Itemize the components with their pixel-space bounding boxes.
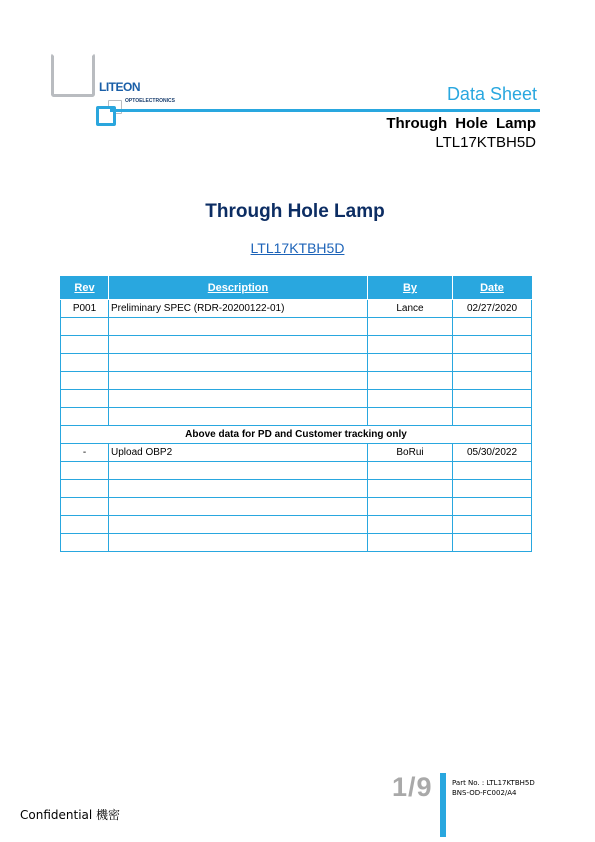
date-cell: [453, 354, 532, 372]
header-product: Through Hole Lamp: [386, 115, 536, 132]
description-cell: [109, 534, 368, 552]
table-row: [61, 498, 532, 516]
description-cell: Preliminary SPEC (RDR-20200122-01): [109, 300, 368, 318]
table-row: [61, 516, 532, 534]
part-number-link[interactable]: LTL17KTBH5D: [250, 240, 345, 256]
table-row: [61, 354, 532, 372]
rev-cell: [61, 390, 109, 408]
table-row: [61, 300, 532, 318]
description-cell: [109, 354, 368, 372]
logo-square-icon: [51, 53, 95, 97]
description-cell: Upload OBP2: [109, 444, 368, 462]
date-cell: [453, 534, 532, 552]
date-cell: 02/27/2020: [453, 300, 532, 318]
description-cell: [109, 480, 368, 498]
footer-info: [452, 778, 535, 798]
by-cell: [368, 480, 453, 498]
page-number: 1/9: [392, 772, 433, 802]
by-cell: [368, 534, 453, 552]
header-description: Description: [109, 277, 368, 300]
table-note-row: [61, 426, 532, 444]
by-cell: [368, 390, 453, 408]
revision-table: [60, 276, 532, 552]
date-cell: [453, 318, 532, 336]
date-cell: 05/30/2022: [453, 444, 532, 462]
date-cell: [453, 372, 532, 390]
confidential-label: Confidential 機密: [20, 808, 121, 822]
rev-cell: -: [61, 444, 109, 462]
date-cell: [453, 390, 532, 408]
header-part-number: LTL17KTBH5D: [435, 134, 536, 151]
by-cell: [368, 462, 453, 480]
by-cell: [368, 408, 453, 426]
description-cell: [109, 462, 368, 480]
rev-cell: [61, 318, 109, 336]
rev-cell: [61, 534, 109, 552]
rev-cell: [61, 516, 109, 534]
by-cell: [368, 516, 453, 534]
logo-text: LITEON: [99, 80, 140, 94]
description-cell: [109, 516, 368, 534]
description-cell: [109, 318, 368, 336]
rev-cell: [61, 498, 109, 516]
page-title: Through Hole Lamp: [205, 201, 385, 222]
description-cell: [109, 408, 368, 426]
rev-cell: [61, 408, 109, 426]
table-row: [61, 408, 532, 426]
rev-cell: [61, 354, 109, 372]
tracking-note: Above data for PD and Customer tracking only: [61, 426, 532, 444]
table-row: [61, 444, 532, 462]
table-row: [61, 390, 532, 408]
table-row: [61, 372, 532, 390]
table-row: [61, 318, 532, 336]
footer-accent-bar: [440, 773, 446, 837]
by-cell: [368, 354, 453, 372]
date-cell: [453, 498, 532, 516]
rev-cell: [61, 462, 109, 480]
table-header-row: [61, 277, 532, 300]
description-cell: [109, 390, 368, 408]
table-row: [61, 480, 532, 498]
date-cell: [453, 336, 532, 354]
date-cell: [453, 408, 532, 426]
table-row: [61, 336, 532, 354]
date-cell: [453, 516, 532, 534]
table-row: [61, 534, 532, 552]
date-cell: [453, 480, 532, 498]
rev-cell: [61, 480, 109, 498]
by-cell: [368, 372, 453, 390]
logo-subtext: OPTOELECTRONICS: [125, 98, 175, 104]
by-cell: [368, 318, 453, 336]
header-rev: Rev: [61, 277, 109, 300]
by-cell: [368, 336, 453, 354]
date-cell: [453, 462, 532, 480]
by-cell: Lance: [368, 300, 453, 318]
rev-cell: [61, 336, 109, 354]
table-row: [61, 462, 532, 480]
header-divider: [110, 109, 540, 112]
description-cell: [109, 336, 368, 354]
doc-type-title: Data Sheet: [446, 84, 537, 104]
footer-form-no: BNS-OD-FC002/A4: [452, 789, 517, 797]
by-cell: BoRui: [368, 444, 453, 462]
description-cell: [109, 498, 368, 516]
by-cell: [368, 498, 453, 516]
header-date: Date: [453, 277, 532, 300]
description-cell: [109, 372, 368, 390]
rev-cell: [61, 372, 109, 390]
header-by: By: [368, 277, 453, 300]
rev-cell: P001: [61, 300, 109, 318]
footer-part-no: Part No. : LTL17KTBH5D: [452, 779, 535, 787]
